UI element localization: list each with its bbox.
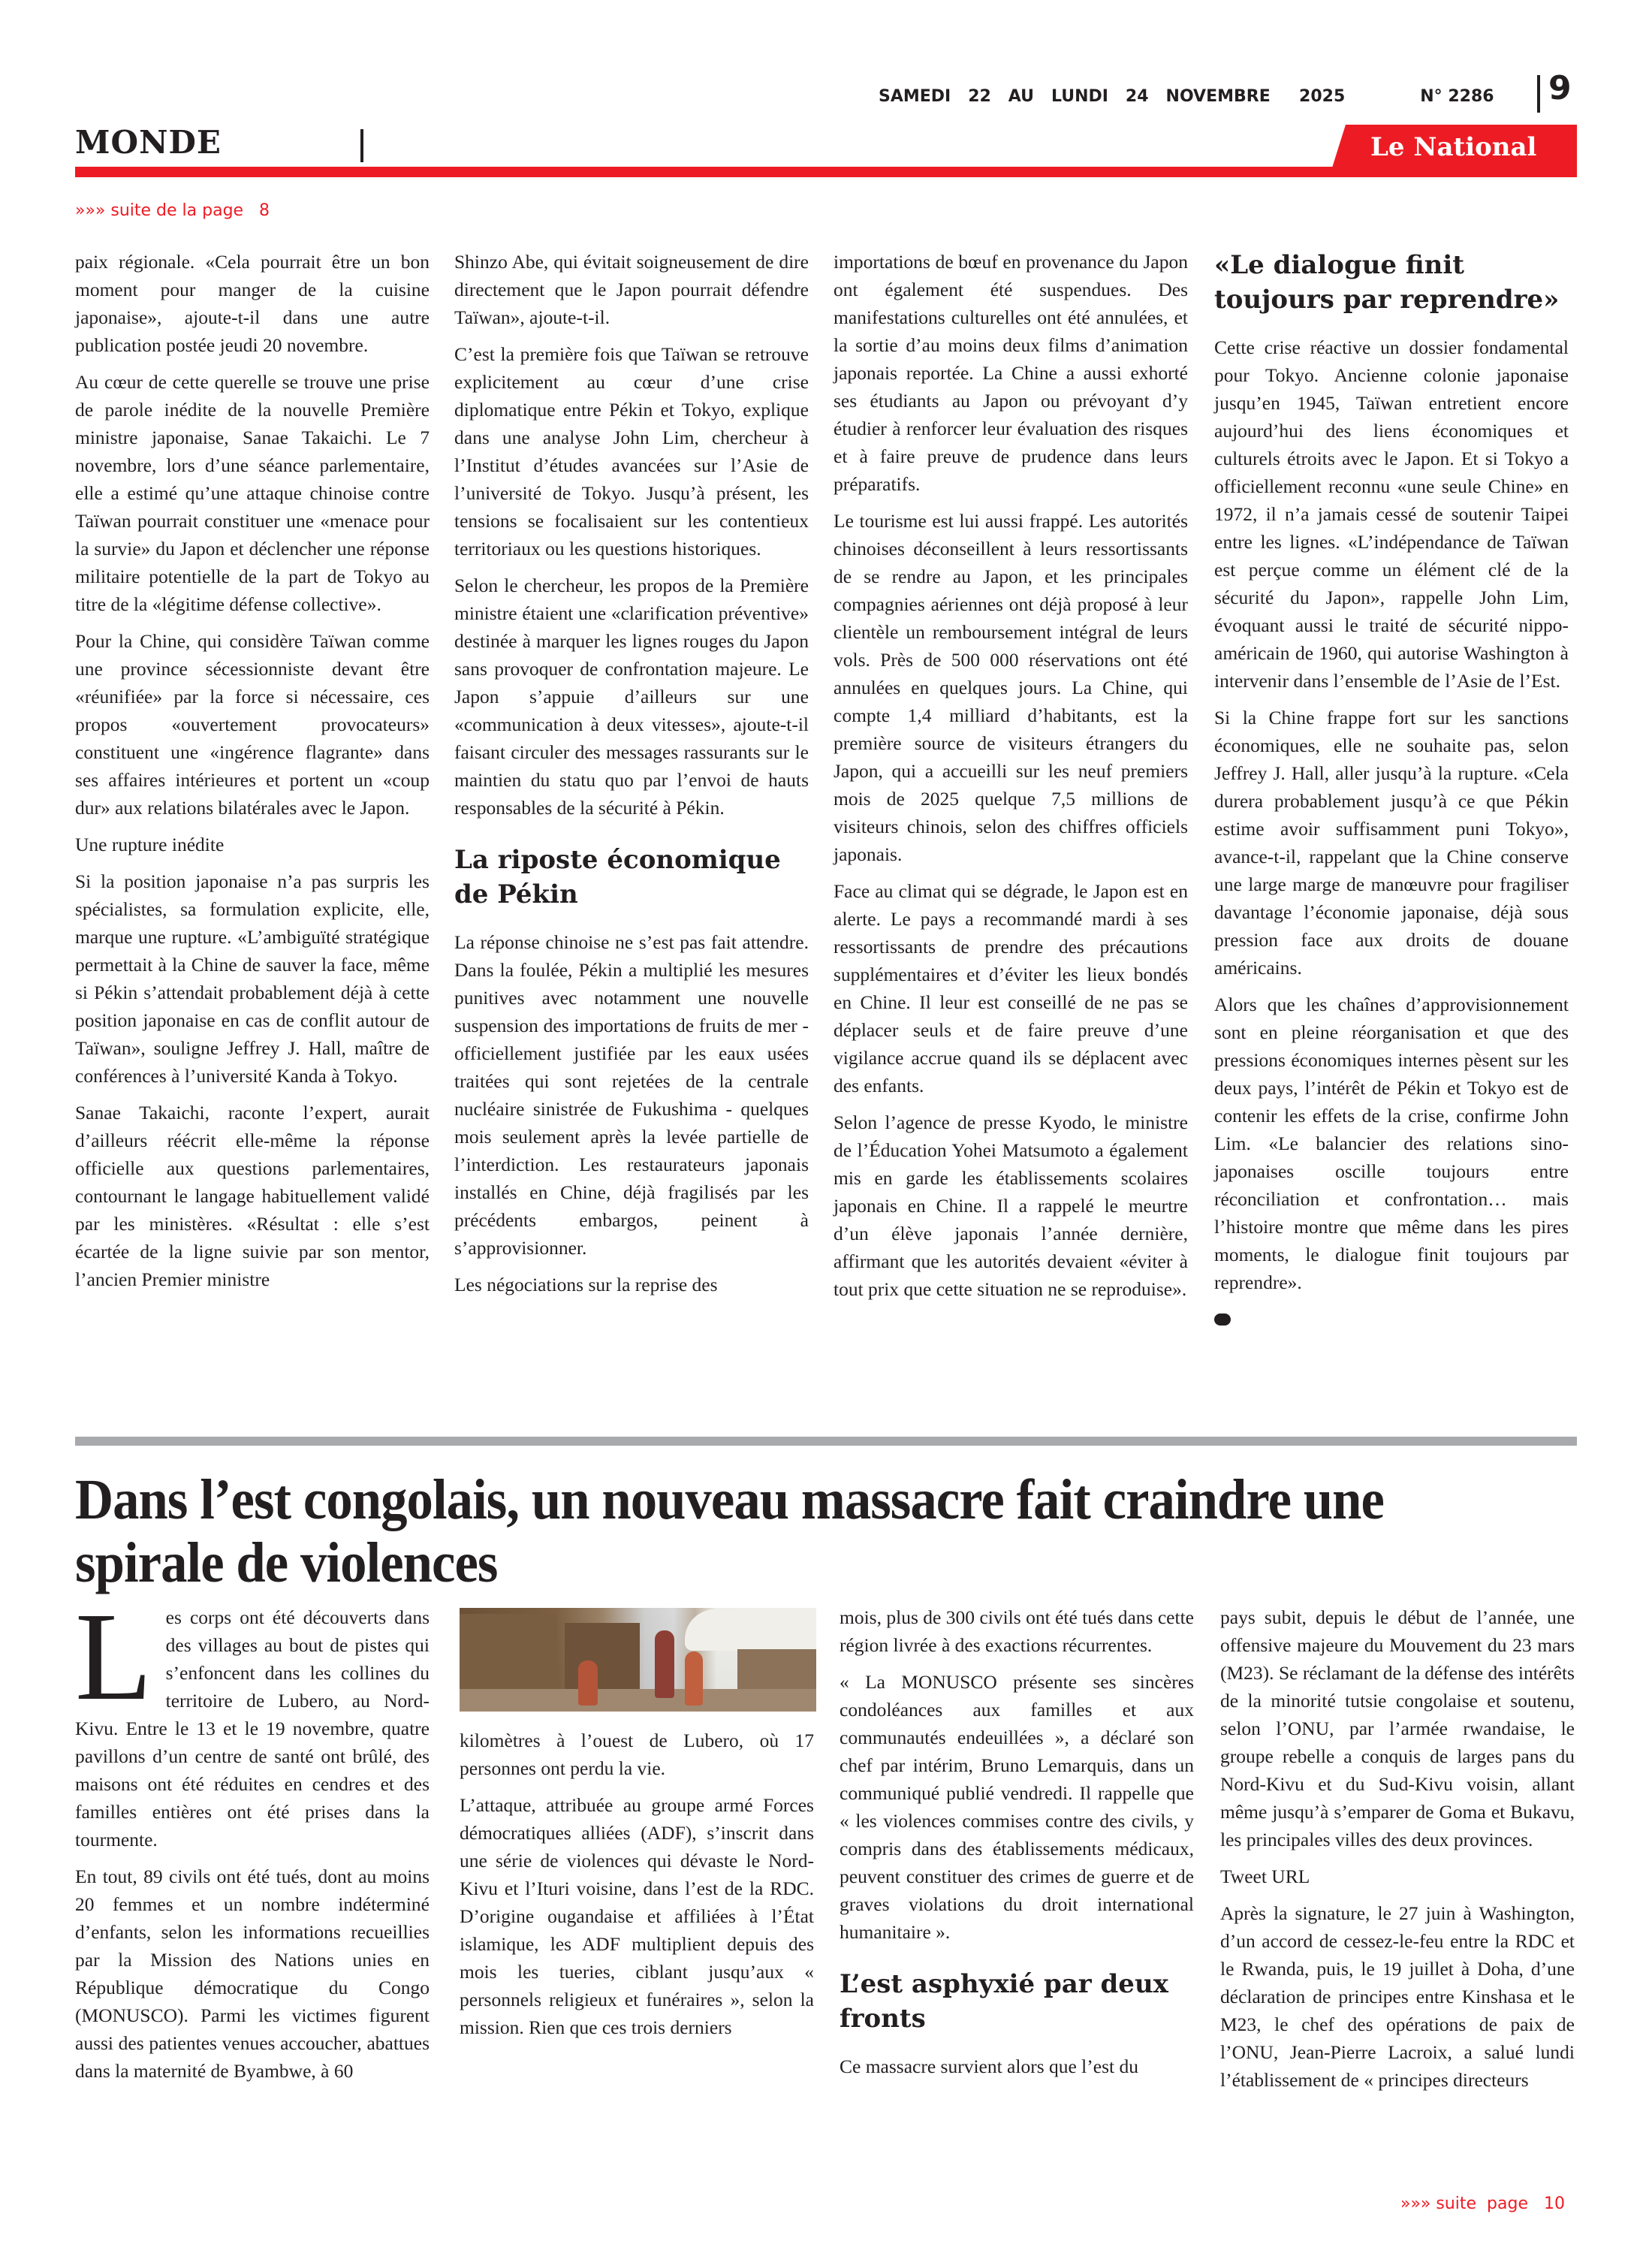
paragraph: Ce massacre survient alors que l’est du: [840, 2055, 1138, 2077]
issue-date: SAMEDI 22 AU LUNDI 24 NOVEMBRE 2025: [879, 86, 1346, 106]
paragraph: C’est la première fois que Taïwan se retrouve explicitement au cœur d’une crise diplomatique entre Pékin et Tokyo, explique dans une analyse John Lim, chercheur à l’Institut d’études avancées sur l’Asie de l’université de Tokyo. Jusqu’à présent, les tensions se focalisaient sur les contentieux territoriaux ou les questions historiques.: [454, 343, 809, 559]
paragraph: Au cœur de cette querelle se trouve une prise de parole inédite de la nouvelle Première ministre japonaise, Sanae Takaichi. Le 7 novembre, lors d’une séance parlementaire, elle a estimé qu’une attaque chinoise contre Taïwan pourrait constituer une «menace pour la survie» du Japon et déclencher une réponse militaire potentielle de la part de Tokyo au titre de la «légitime défense collective».: [75, 371, 430, 615]
dateline: [879, 81, 1494, 111]
article1-column-3: [834, 248, 1188, 1312]
section-title: MONDE: [75, 124, 222, 161]
paragraph: pays subit, depuis le début de l’année, une offensive majeure du Mouvement du 23 mars (M23). Se réclamant de la défense des intérêts de la minorité tutsie congolaise et soutenu, selon l’ONU, par l’armée rwandaise, le groupe rebelle a conquis de larges pans du Nord-Kivu et du Sud-Kivu voisin, allant même jusqu’à s’emparer de Goma et Bukavu, les principales villes des deux provinces.: [1220, 1606, 1575, 1850]
article-separator: [75, 1437, 1577, 1446]
tweet-url-placeholder[interactable]: Tweet URL: [1220, 1865, 1310, 1887]
article1-column-4: [1214, 248, 1569, 1333]
paragraph: Si la position japonaise n’a pas surpris les spécialistes, sa formulation explicite, elle, marque une rupture. «L’ambiguïté stratégique permettait à la Chine de sauver la face, même si Pékin s’attendait probablement déjà à cette position japonaise en cas de conflit autour de Taïwan», souligne Jeffrey J. Hall, maître de conférences à l’université Kanda à Tokyo.: [75, 870, 430, 1087]
paragraph: Selon le chercheur, les propos de la Première ministre étaient une «clarification préventive» destinée à marquer les lignes rouges du Japon sans provoquer de confrontation majeure. Le Japon s’appuie d’ailleurs sur une «communication à deux vitesses», ajoute-t-il faisant circuler des messages rassurants sur le maintien du statu quo par l’envoi de hauts responsables de la sécurité à Pékin.: [454, 575, 809, 819]
paragraph: Si la Chine frappe fort sur les sanctions économiques, elle ne souhaite pas, selon Jeffrey J. Hall, aller jusqu’à la rupture. «Cela durera probablement jusqu’à ce que Pékin estime avoir suffisamment puni Tokyo», avance-t-il, rappelant que la Chine conserve une large marge de manœuvre pour fragiliser davantage l’économie japonaise, déjà sous pression face aux droits de douane américains.: [1214, 707, 1569, 979]
paragraph: Le tourisme est lui aussi frappé. Les autorités chinoises déconseillent à leurs ressortissants de se rendre au Japon, et les principales compagnies aériennes ont déjà proposé à leur clientèle un remboursement intégral de leurs vols. Près de 500 000 réservations ont été annulées en quelques jours. La Chine, qui compte 1,4 milliard d’habitants, est la première source de visiteurs étrangers du Japon, qui a accueilli sur les neuf premiers mois de 2025 quelque 7,5 millions de visiteurs chinois, selon des chiffres officiels japonais.: [834, 510, 1188, 865]
article1-column-1: [75, 248, 430, 1302]
paragraph: importations de bœuf en provenance du Japon ont également été suspendues. Des manifestations culturelles ont été annulées, et la sortie d’au moins deux films d’animation japonais reportée. La Chine a aussi exhorté ses étudiants au Japon ou prévoyant d’y étudier à renforcer leur évaluation des risques et à faire preuve de prudence dans leurs préparatifs.: [834, 251, 1188, 495]
article1-column-2: [454, 248, 809, 1307]
paragraph: Selon l’agence de presse Kyodo, le ministre de l’Éducation Yohei Matsumoto a également mis en garde les établissements scolaires japonais en Chine. Il a rappelé le meurtre d’un élève japonais l’année dernière, affirmant que les autorités devaient «éviter à tout prix que cette situation ne se reproduise».: [834, 1111, 1188, 1300]
subheading-two-fronts: L’est asphyxié par deux fronts: [840, 1969, 1168, 2034]
photo-child: [578, 1660, 598, 1706]
paragraph: En tout, 89 civils ont été tués, dont au moins 20 femmes et un nombre indéterminé d’enfants, selon les informations recueillies par la Mission des Nations unies en République démocratique du Congo (MONUSCO). Parmi les victimes figurent aussi des patientes venues accoucher, abattues dans la maternité de Byambwe, à 60: [75, 1865, 430, 2082]
inline-subtitle: Une rupture inédite: [75, 834, 225, 855]
paragraph: Alors que les chaînes d’approvisionnement sont en pleine réorganisation et que des pressions économiques internes pèsent sur les deux pays, l’intérêt de Pékin et Tokyo est de contenir les effets de la crise, confirme John Lim. «Le balancier des relations sino-japonaises oscille toujours entre réconciliation et confrontation… mais l’histoire montre que même dans les pires moments, le dialogue finit toujours par reprendre».: [1214, 994, 1569, 1293]
brand-logo: Le National: [1370, 132, 1537, 162]
paragraph: Face au climat qui se dégrade, le Japon est en alerte. Le pays a recommandé mardi à ses ressortissants de prendre des précautions supplémentaires et d’éviter les lieux bondés en Chine. Il leur est conseillé de ne pas se déplacer seuls et de faire preuve d’une vigilance accrue quand ils se déplacent avec des enfants.: [834, 880, 1188, 1096]
paragraph: La réponse chinoise ne s’est pas fait attendre. Dans la foulée, Pékin a multiplié les mesures punitives avec notamment une nouvelle suspension des importations de fruits de mer - officiellement justifiée par les eaux usées traitées qui sont rejetées de la centrale nucléaire sinistrée de Fukushima - quelques mois seulement après la levée partielle de l’interdiction. Les restaurateurs japonais installés en Chine, déjà fragilisés par les précédents embargos, peinent à s’approvisionner.: [454, 931, 809, 1259]
article-photo: [460, 1608, 816, 1712]
photo-ground: [460, 1689, 816, 1712]
paragraph: L’attaque, attribuée au groupe armé Forces démocratiques alliées (ADF), s’inscrit dans une série de violences qui dévaste le Nord-Kivu et l’Ituri voisine, dans l’est de la RDC. D’origine ougandaise et affiliées à l’État islamique, les ADF multiplient depuis des mois les tueries, ciblant jusqu’aux « personnels religieux et funéraires », selon la mission. Rien que ces trois derniers: [460, 1794, 814, 2038]
paragraph: Pour la Chine, qui considère Taïwan comme une province sécessionniste devant être «réunifiée» par la force si nécessaire, ces propos «ouvertement provocateurs» constituent une «ingérence flagrante» dans ses affaires intérieures et portent un «coup dur» aux relations bilatérales avec le Japon.: [75, 630, 430, 819]
issue-number: N° 2286: [1420, 86, 1494, 106]
paragraph: kilomètres à l’ouest de Lubero, où 17 personnes ont perdu la vie.: [460, 1730, 814, 1779]
paragraph-text: es corps ont été découverts dans des villages au bout de pistes qui s’enfoncent dans les collines du territoire de Lubero, au Nord-Kivu. Entre le 13 et le 19 novembre, quatre pavillons d’un centre de santé ont brûlé, des maisons ont été réduites en cendres et des familles entières ont été prises dans la tourmente.: [75, 1606, 430, 1850]
article2-column-2: [460, 1603, 814, 2050]
article2-headline: Dans l’est congolais, un nouveau massacre fait craindre une spirale de violences: [75, 1468, 1384, 1594]
continued-on-link[interactable]: »»» suite page 10: [1400, 2194, 1565, 2213]
article2-column-1: [75, 1587, 430, 2094]
continued-from-link[interactable]: »»» suite de la page 8: [75, 201, 270, 220]
photo-child: [685, 1651, 703, 1706]
paragraph: mois, plus de 300 civils ont été tués dans cette région livrée à des exactions récurrentes.: [840, 1606, 1194, 1656]
paragraph-with-dropcap: [75, 1587, 430, 1853]
dropcap: L: [75, 1587, 152, 1727]
paragraph: Sanae Takaichi, raconte l’expert, aurait d’ailleurs réécrit elle-même la réponse officielle aux questions parlementaires, contournant le langage habituellement validé par les ministères. «Résultat : elle s’est écartée de la ligne suivie par son mentor, l’ancien Premier ministre: [75, 1102, 430, 1290]
section-divider: [360, 129, 363, 162]
photo-tarp: [685, 1609, 816, 1651]
article2-column-4: [1220, 1603, 1575, 2103]
page-number: 9: [1548, 69, 1572, 107]
paragraph: Cette crise réactive un dossier fondamental pour Tokyo. Ancienne colonie japonaise jusqu’en 1945, Taïwan entretient encore aujourd’hui des liens économiques et culturels étroits avec le Japon. Et si Tokyo a officiellement reconnu «une seule Chine» en 1972, il n’a jamais cessé de soutenir Taipei entre les lignes. «L’indépendance de Taïwan est perçue comme un élément clé de la sécurité du Japon», rappelle John Lim, évoquant aussi le traité de sécurité nippo-américain de 1960, qui autorise Washington à intervenir dans l’ensemble de l’Asie de l’Est.: [1214, 336, 1569, 692]
paragraph: Les négociations sur la reprise des: [454, 1274, 718, 1295]
paragraph: « La MONUSCO présente ses sincères condoléances aux familles et aux communautés endeuillées », a déclaré son chef par intérim, Bruno Lemarquis, dans un communiqué publié vendredi. Il rappelle que « les violences commises contre des civils, y compris dans des établissements médicaux, peuvent constituer des crimes de guerre et de graves violations du droit international humanitaire ».: [840, 1671, 1194, 1943]
paragraph: Shinzo Abe, qui évitait soigneusement de dire directement que le Japon pourrait défendre Taïwan», ajoute-t-il.: [454, 251, 809, 328]
subheading-economic-riposte: La riposte économique de Pékin: [454, 845, 781, 909]
photo-child: [655, 1630, 674, 1698]
page-number-divider: [1537, 75, 1540, 113]
subheading-dialogue: «Le dialogue finit toujours par reprendre»: [1214, 250, 1560, 315]
article2-column-3: [840, 1603, 1194, 2089]
paragraph: paix régionale. «Cela pourrait être un bon moment pour manger de la cuisine japonaise», ajoute-t-il dans une autre publication postée jeudi 20 novembre.: [75, 251, 430, 356]
paragraph: Après la signature, le 27 juin à Washington, d’un accord de cessez-le-feu entre la RDC et le Rwanda, puis, le 19 juillet à Doha, d’une déclaration de principes entre Kinshasa et le M23, le chef des opérations de paix de l’ONU, Jean-Pierre Lacroix, a salué lundi l’établissement de « principes directeurs: [1220, 1902, 1575, 2091]
end-of-article-icon: [1214, 1313, 1231, 1326]
